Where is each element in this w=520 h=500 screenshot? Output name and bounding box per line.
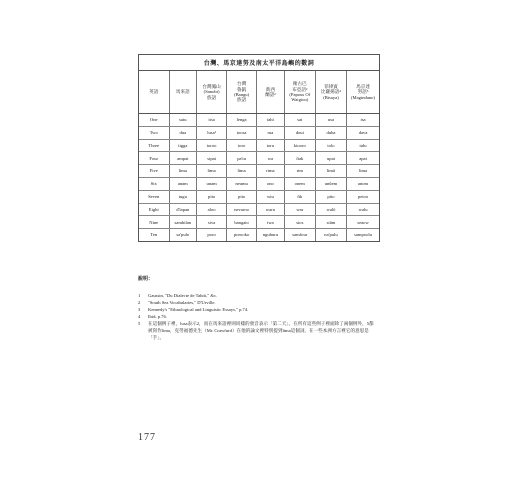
column-header-line: 努語⁵ <box>357 89 369 95</box>
table-cell: iwa <box>257 216 285 229</box>
table-row <box>139 203 379 216</box>
note-text: Gaussin, "Du Dialecte de Tahiti," &c. <box>148 292 218 298</box>
table-cell: tulu <box>347 139 379 152</box>
table-cell: walō <box>315 203 346 216</box>
table-cell: rua <box>257 126 285 139</box>
column-header-line: 台灣鳳山 <box>202 84 221 90</box>
column-header <box>227 71 257 114</box>
numerals-table <box>139 71 379 241</box>
table-cell: toroo <box>197 139 227 152</box>
note-text: Kennedy's "Ethnological and Linguistic Essays," p.74. <box>148 306 249 312</box>
table-cell: sai <box>284 114 315 127</box>
table-cell: onem <box>284 177 315 190</box>
column-header-line: 族語 <box>206 94 217 100</box>
table-cell: rima <box>257 165 285 178</box>
notes-heading: 說明： <box>138 277 154 282</box>
table-cell: lusa¹ <box>197 126 227 139</box>
column-header-line: 比薩揚語⁴ <box>320 89 341 95</box>
note-item <box>138 299 378 306</box>
column-header-line: 馬京達 <box>356 84 370 90</box>
table-cell: kiooro <box>284 139 315 152</box>
table-cell: lima <box>227 165 257 178</box>
table-row <box>139 190 379 203</box>
table-row <box>139 229 379 241</box>
table-title: 台灣、馬京達努及南太平洋島嶼的數詞 <box>139 55 379 71</box>
table-cell: Six <box>139 177 169 190</box>
column-header-line: 族語 <box>236 97 247 103</box>
table-cell: samfour <box>284 229 315 241</box>
table-cell: limā <box>315 165 346 178</box>
note-number: 5 <box>138 321 141 327</box>
table-cell: neumu <box>227 177 257 190</box>
notes-list <box>138 292 378 342</box>
table-cell: fik <box>284 190 315 203</box>
numerals-table-panel <box>138 54 380 242</box>
table-cell: ampat <box>169 152 197 165</box>
table-cell: Four <box>139 152 169 165</box>
table-cell: waru <box>257 203 285 216</box>
table-cell: sa'pulo <box>169 229 197 241</box>
table-cell: unũem <box>315 177 346 190</box>
notes-section <box>138 276 378 342</box>
table-cell: wa <box>257 152 285 165</box>
note-number: 4 <box>138 314 141 320</box>
table-cell: seaow <box>347 216 379 229</box>
table-cell: toru <box>257 139 285 152</box>
table-row <box>139 177 379 190</box>
table-row <box>139 139 379 152</box>
table-cell: Five <box>139 165 169 178</box>
table-cell: walu <box>347 203 379 216</box>
table-cell: pito <box>227 190 257 203</box>
column-header <box>315 71 346 114</box>
table-cell: Seven <box>139 190 169 203</box>
table-cell: sampoolu <box>347 229 379 241</box>
table-cell: tahi <box>257 114 285 127</box>
table-cell: wtu <box>257 190 285 203</box>
note-text: Ibid, p.76. <box>148 314 167 320</box>
table-cell: Ten <box>150 232 158 238</box>
column-header-line: 新西 <box>265 86 275 92</box>
table-cell: poro <box>197 229 227 241</box>
column-header-line: (Magindano) <box>351 94 376 100</box>
table-cell: rim <box>284 165 315 178</box>
table-body <box>139 114 379 241</box>
table-cell: Three <box>139 139 169 152</box>
table-cell: itsa <box>197 114 227 127</box>
column-header-line: (Sanobi) <box>203 89 220 95</box>
table-cell: Two <box>139 126 169 139</box>
table-cell: toosa <box>227 126 257 139</box>
column-header-line: 台灣 <box>236 81 247 87</box>
table-cell: peioo <box>347 190 379 203</box>
column-header-line: 菲律賓 <box>324 84 338 90</box>
table-cell: siām <box>315 216 346 229</box>
table-cell: lima <box>169 165 197 178</box>
column-header-line: (Bisaya) <box>323 94 339 100</box>
table-cell: sipat <box>197 152 227 165</box>
page-number: 177 <box>138 432 156 443</box>
table-cell: lenga <box>227 114 257 127</box>
column-header-line: 馬來語 <box>175 89 190 95</box>
table-cell: pito <box>315 190 346 203</box>
table-cell: anam <box>169 177 197 190</box>
table-row <box>139 152 379 165</box>
note-item <box>138 320 378 341</box>
table-cell: d'lapan <box>169 203 197 216</box>
table-row <box>139 114 379 127</box>
column-header <box>257 71 285 114</box>
column-header-line: Waigiou) <box>291 97 309 103</box>
table-cell: pito <box>197 190 227 203</box>
note-text: 在這個例子裡，lusa表示2，而在馬來語裡則同樣的發音表示「第二天」。在所有這些例子裡面除了兩個例外，5都被寫作lima，克勞福德先生（Mr. Crawfurd）在他的論文裡特別提到lima這個詞，在一些本洲方言裡它的意思是「手」。 <box>148 321 374 341</box>
column-header <box>169 71 197 114</box>
table-cell: ono <box>257 177 285 190</box>
table-cell: toro <box>227 139 257 152</box>
column-header-line: 英語 <box>149 89 159 95</box>
table-cell: upat <box>315 152 346 165</box>
column-header-line: 布亞語³ <box>292 86 308 92</box>
column-header-line: 衛古巴 <box>292 81 307 87</box>
table-row <box>139 126 379 139</box>
table-cell: lima <box>197 165 227 178</box>
table-cell: dava <box>347 126 379 139</box>
table-cell: tugu <box>169 190 197 203</box>
table-cell: siva <box>197 216 227 229</box>
table-cell: tigga <box>169 139 197 152</box>
table-cell: aloo <box>197 203 227 216</box>
table-cell: porooko <box>227 229 257 241</box>
column-header-line: 魯凱 <box>236 86 247 92</box>
table-row <box>139 216 379 229</box>
table-cell: satu <box>169 114 197 127</box>
table-cell: anom <box>347 177 379 190</box>
table-cell: na'pulu <box>315 229 346 241</box>
note-text: "South Sea Vocabularies," D'Urville. <box>148 299 216 305</box>
table-cell: tolo <box>315 139 346 152</box>
table-cell: nevaroo <box>227 203 257 216</box>
table-cell: sambilan <box>169 216 197 229</box>
table-row <box>139 165 379 178</box>
table-cell: apat <box>347 152 379 165</box>
column-header-line: 蘭語² <box>265 92 276 97</box>
table-cell: pa'tu <box>227 152 257 165</box>
table-cell: doui <box>284 126 315 139</box>
table-cell: nguhuru <box>257 229 285 241</box>
table-cell: isa <box>347 114 379 127</box>
table-cell: usa <box>315 114 346 127</box>
column-header <box>197 71 227 114</box>
table-cell: bangato <box>227 216 257 229</box>
note-item <box>138 313 378 320</box>
table-cell: lima <box>347 165 379 178</box>
table-cell: One <box>139 114 169 127</box>
note-number: 1 <box>138 292 141 298</box>
note-number: 3 <box>138 306 141 312</box>
table-header-row <box>139 71 379 114</box>
column-header <box>139 71 169 114</box>
note-item <box>138 292 378 299</box>
note-item <box>138 306 378 313</box>
table-cell: war <box>284 203 315 216</box>
column-header <box>347 71 379 114</box>
table-cell: dua <box>169 126 197 139</box>
column-header-line: (Papous Of <box>289 92 311 97</box>
column-header <box>284 71 315 114</box>
column-header-line: (Bangu) <box>234 92 250 97</box>
table-cell: duha <box>315 126 346 139</box>
note-number: 2 <box>138 299 141 305</box>
table-cell: unam <box>197 177 227 190</box>
table-cell: sios <box>284 216 315 229</box>
table-cell: Eight <box>139 203 169 216</box>
table-cell: fiak <box>284 152 315 165</box>
table-cell: Nine <box>139 216 169 229</box>
